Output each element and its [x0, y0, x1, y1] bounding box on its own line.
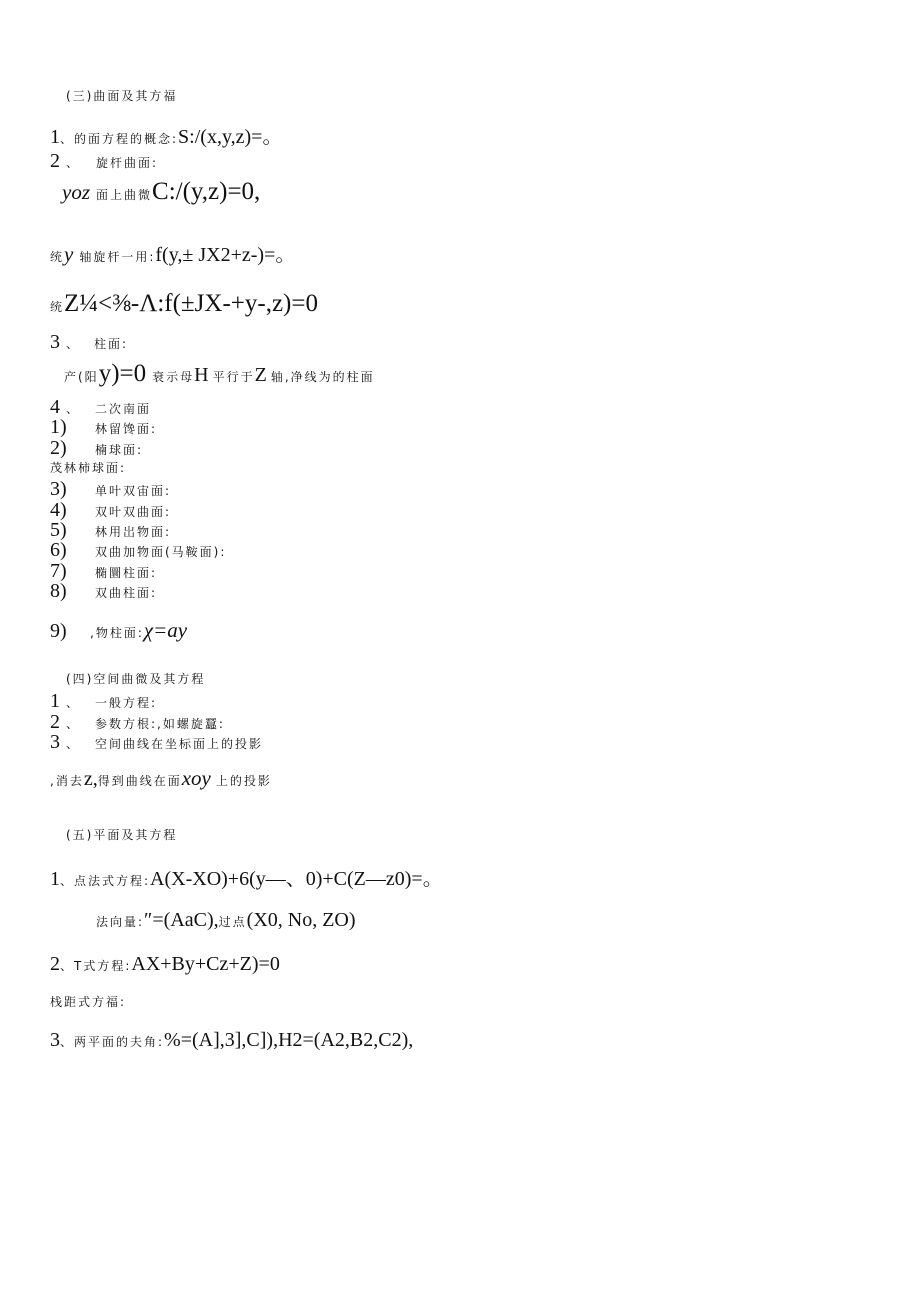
- line-prefix: 统: [50, 300, 65, 314]
- item-label: 椭圜柱面:: [95, 566, 158, 580]
- item-number: 3: [50, 731, 60, 753]
- item-label: 、点法式方程:: [60, 874, 151, 888]
- item-label: 双曲加物面(马鞍面):: [95, 545, 227, 559]
- formula: Z¼<⅜-Λ:f(±JX-+y-,z)=0: [64, 290, 318, 317]
- item-label: 、T式方程:: [60, 959, 132, 973]
- math-var: yoz: [62, 180, 90, 204]
- item-label: ,物柱面:: [90, 626, 144, 640]
- section-title-3: (三)曲面及其方福: [66, 89, 178, 103]
- rotation-surface-item: [50, 150, 158, 173]
- line-text: 轴,净线为的柱面: [270, 370, 375, 384]
- item-mark: 、: [66, 717, 81, 731]
- item-number: 4: [50, 396, 60, 418]
- list-item: [50, 539, 226, 562]
- list-item: [50, 478, 171, 501]
- math-var: H: [194, 364, 209, 386]
- formula: y)=0: [98, 360, 147, 387]
- line-label: 法向量:: [96, 915, 145, 929]
- item-label: 楠球面:: [95, 443, 144, 457]
- item-number: 1): [50, 416, 67, 438]
- formula: A(X-XO)+6(y—、0)+C(Z—z0)=。: [150, 868, 443, 890]
- item-number: 8): [50, 580, 67, 602]
- item-number: 4): [50, 499, 67, 521]
- item-mark: 、: [66, 696, 81, 710]
- item-label: 二次南面: [95, 402, 152, 416]
- line-text: 上的投影: [215, 774, 272, 788]
- item-number: 3): [50, 478, 67, 500]
- item-label: 空间曲线在坐标面上的投影: [95, 737, 264, 751]
- formula: C:/(y,z)=0,: [152, 178, 261, 205]
- formula: ″=(AaC),: [144, 909, 219, 931]
- item-number: 7): [50, 560, 67, 582]
- rotate-z-line: [50, 290, 318, 318]
- item-number: 1: [50, 868, 60, 890]
- item-label: 参数方根:,如螺旋蠶:: [95, 717, 225, 731]
- formula: f(y,± JX2+z-)=。: [155, 244, 296, 266]
- line-text: ,消去: [50, 774, 84, 788]
- line-prefix: 产(阳: [64, 370, 99, 384]
- line-label: 轴旋杆一用:: [79, 250, 156, 264]
- item-mark: 、: [66, 737, 81, 751]
- list-item: [50, 437, 143, 460]
- line-text: 衰示母: [152, 370, 195, 384]
- formula: S:/(x,y,z)=。: [178, 126, 283, 148]
- formula: (X0, No, ZO): [246, 909, 356, 931]
- item-mark: 、: [66, 402, 81, 416]
- list-item: [50, 580, 157, 603]
- item-number: 3: [50, 331, 60, 353]
- formula: χ=ay: [143, 618, 188, 642]
- plane-angle-item: [50, 1029, 413, 1052]
- point-normal-item: [50, 862, 443, 891]
- item-number: 2): [50, 437, 67, 459]
- line-label: 面上曲微: [96, 188, 153, 202]
- item-label: 单叶双宙面:: [95, 484, 172, 498]
- item-label: 旋杆曲面:: [96, 156, 159, 170]
- general-form-item: [50, 953, 280, 976]
- parabolic-cylinder-item: [50, 618, 187, 643]
- item-number: 1: [50, 690, 60, 712]
- math-var: Z: [254, 364, 267, 386]
- item-number: 2: [50, 953, 60, 975]
- formula: %=(A],3],C]),H2=(A2,B2,C2),: [164, 1029, 414, 1051]
- item-label: 、的面方程的概念:: [60, 132, 179, 146]
- item-number: 6): [50, 539, 67, 561]
- item-number: 2: [50, 711, 60, 733]
- line-prefix: 统: [50, 250, 65, 264]
- item-label: 双叶双曲面:: [95, 505, 172, 519]
- item-number: 2: [50, 150, 60, 172]
- item-label: 林用岀物面:: [95, 525, 172, 539]
- item-label: 林留馋面:: [95, 422, 158, 436]
- section-title-4: (四)空间曲微及其方程: [66, 672, 206, 686]
- math-var: xoy: [181, 766, 211, 790]
- item-label: 柱面:: [94, 337, 129, 351]
- note-text: 茂林柿球面:: [50, 461, 127, 475]
- section-title-5: (五)平面及其方程: [66, 828, 178, 842]
- item-label: 双曲柱面:: [95, 586, 158, 600]
- item-number: 1: [50, 126, 60, 148]
- list-item: [50, 416, 157, 439]
- item-mark: 、: [66, 156, 81, 170]
- list-item: [50, 690, 157, 713]
- line-label: 过点: [218, 915, 247, 929]
- math-var: z,: [83, 768, 98, 790]
- math-var: y: [64, 242, 74, 266]
- cylinder-item: [50, 331, 128, 354]
- line-text: 平行于: [212, 370, 255, 384]
- intercept-form-label: 栈距式方福:: [50, 995, 127, 1009]
- projection-line: [50, 766, 272, 791]
- rotate-y-line: [50, 238, 295, 267]
- cylinder-description: [64, 360, 375, 388]
- yoz-curve-line: [62, 178, 260, 206]
- item-label: 、两平面的夫角:: [60, 1035, 165, 1049]
- item-mark: 、: [66, 337, 81, 351]
- item-number: 9): [50, 620, 67, 642]
- item-label: 一般方程:: [95, 696, 158, 710]
- item-number: 3: [50, 1029, 60, 1051]
- item-number: 5): [50, 519, 67, 541]
- surface-equation-item: [50, 120, 282, 149]
- normal-vector-line: [96, 909, 356, 932]
- formula: AX+By+Cz+Z)=0: [131, 953, 280, 975]
- line-text: 得到曲线在面: [97, 774, 182, 788]
- list-item: [50, 731, 263, 754]
